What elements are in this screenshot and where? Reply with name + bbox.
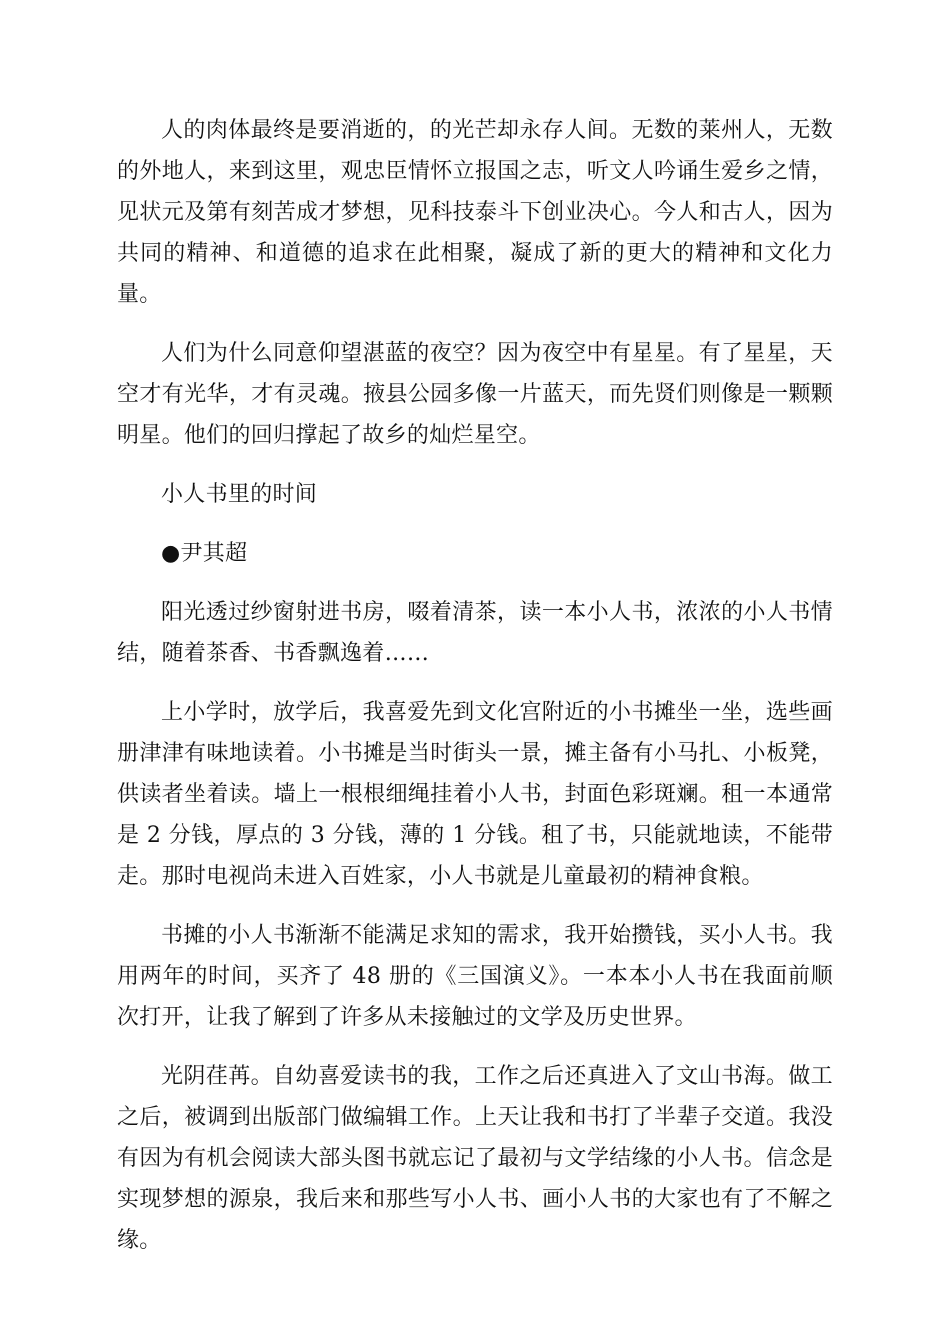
paragraph-sunlight-tea: 阳光透过纱窗射进书房，啜着清茶，读一本小人书，浓浓的小人书情结，随着茶香、书香飘逸着……	[117, 600, 833, 666]
article-author: ●尹其超	[161, 541, 248, 566]
paragraph-buying-books: 书摊的小人书渐渐不能满足求知的需求，我开始攒钱，买小人书。我用两年的时间，买齐了 48 册的《三国演义》。一本本小人书在我面前顺次打开，让我了解到了许多从未接触过的文学及历史世界。	[117, 923, 833, 1030]
article-title: 小人书里的时间	[161, 482, 318, 507]
paragraph-career: 光阴荏苒。自幼喜爱读书的我，工作之后还真进入了文山书海。做工之后，被调到出版部门做编辑工作。上天让我和书打了半辈子交道。我没有因为有机会阅读大部头图书就忘记了最初与文学结缘的小人书。信念是实现梦想的源泉，我后来和那些写小人书、画小人书的大家也有了不解之缘。	[117, 1064, 833, 1253]
document-body	[117, 110, 833, 1279]
paragraph-book-stall: 上小学时，放学后，我喜爱先到文化宫附近的小书摊坐一坐，选些画册津津有味地读着。小书摊是当时街头一景，摊主备有小马扎、小板凳，供读者坐着读。墙上一根根细绳挂着小人书，封面色彩斑斓。租一本通常是 2 分钱，厚点的 3 分钱，薄的 1 分钱。租了书，只能就地读，不能带走。那时电视尚未进入百姓家，小人书就是儿童最初的精神食粮。	[117, 700, 833, 889]
paragraph-laizhou-spirit: 人的肉体最终是要消逝的，的光芒却永存人间。无数的莱州人，无数的外地人，来到这里，观忠臣情怀立报国之志，听文人吟诵生爱乡之情，见状元及第有刻苦成才梦想，见科技泰斗下创业决心。今人和古人，因为共同的精神、和道德的追求在此相聚，凝成了新的更大的精神和文化力量。	[117, 118, 833, 307]
paragraph-night-sky: 人们为什么同意仰望湛蓝的夜空？因为夜空中有星星。有了星星，天空才有光华，才有灵魂。掖县公园多像一片蓝天，而先贤们则像是一颗颗明星。他们的回归撑起了故乡的灿烂星空。	[117, 341, 833, 448]
